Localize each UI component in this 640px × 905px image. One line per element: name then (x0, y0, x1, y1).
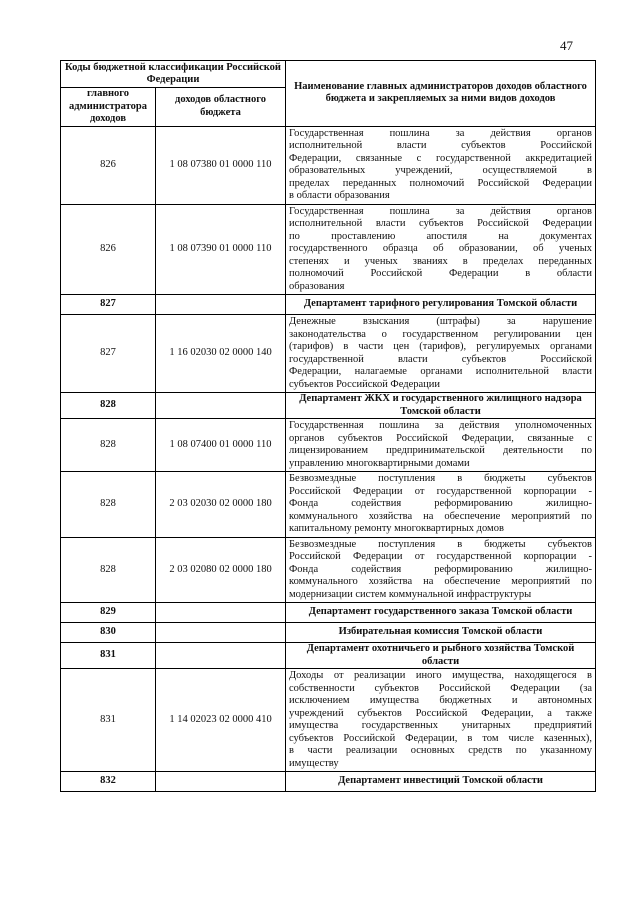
description-line: имущества государственных унитарных предприятий (289, 720, 593, 731)
page-number: 47 (560, 38, 573, 53)
income-description (286, 669, 596, 772)
department-row (61, 295, 596, 315)
table-row (61, 537, 596, 603)
description-line: законодательства о государственном регулировании цен (289, 328, 593, 340)
admin-code: 828 (61, 472, 156, 538)
income-description (286, 204, 596, 295)
table-row (61, 669, 596, 772)
description-line: исключением имущества бюджетных и автономных (289, 695, 593, 706)
description-line: модернизации систем коммунальной инфраструктуры (289, 588, 532, 600)
admin-code: 826 (61, 126, 156, 204)
description-line: Российской Федерации от государственной корпорации - (289, 551, 593, 562)
admin-code: 832 (61, 772, 156, 792)
description-line: субъектов Российской Федерации, в том числе казенных), (289, 732, 593, 744)
description-line: Безвозмездные поступления в бюджеты субъектов (289, 473, 593, 484)
income-description (286, 419, 596, 472)
admin-code: 831 (61, 669, 156, 772)
admin-code: 828 (61, 393, 156, 419)
description-line: Федерации, связанные с государственной аккредитацией (289, 152, 593, 164)
description-line: органов субъектов Российской Федерации, связанные с (289, 432, 593, 444)
income-code: 1 08 07380 01 0000 110 (156, 126, 286, 204)
income-code-empty (156, 643, 286, 669)
description-line: лицензированием предпринимательской деятельности по (289, 445, 593, 456)
description-line: Доходы от реализации иного имущества, находящегося в (289, 670, 593, 681)
description-line: Фонда содействия реформированию жилищно- (289, 498, 593, 509)
income-code: 1 14 02023 02 0000 410 (156, 669, 286, 772)
description-line: Государственная пошлина за действия органов (289, 205, 593, 217)
description-line: государственной власти субъектов Российской (289, 353, 593, 365)
description-line: образовательных учреждений, осуществляемой в (289, 165, 593, 176)
description-line: учреждений субъектов Российской Федерации, а также (289, 707, 593, 719)
table-row (61, 472, 596, 538)
description-line: Государственная пошлина за действия уполномоченных (289, 420, 593, 431)
admin-code: 830 (61, 623, 156, 643)
budget-classification-table (60, 60, 596, 792)
income-code: 2 03 02080 02 0000 180 (156, 537, 286, 603)
description-line: в части реализации основных средств по указанному (289, 745, 593, 756)
description-line: образования (289, 280, 345, 292)
department-name: Департамент ЖКХ и государственного жилищного надзора Томской области (286, 393, 596, 419)
department-row (61, 603, 596, 623)
description-line: исполнительной власти субъектов Российской Федерации (289, 218, 593, 229)
income-code-empty (156, 393, 286, 419)
description-line: пределах переданных полномочий Российской Федерации (289, 177, 593, 189)
description-line: Федерации, налагаемые органами исполнительной власти (289, 366, 593, 377)
department-name: Департамент тарифного регулирования Томской области (286, 295, 596, 315)
description-line: (тарифов) в части цен (тарифов), регулируемых органами (289, 341, 593, 352)
description-line: коммунального хозяйства на обеспечение мероприятий по (289, 576, 593, 587)
income-description (286, 537, 596, 603)
description-line: собственности субъектов Российской Федерации (за (289, 682, 593, 694)
admin-code: 829 (61, 603, 156, 623)
header-admin-column: главного администратора доходов (61, 88, 156, 127)
table-row (61, 419, 596, 472)
description-line: Фонда содействия реформированию жилищно- (289, 563, 593, 575)
header-income-column: доходов областного бюджета (156, 88, 286, 127)
income-code: 1 08 07400 01 0000 110 (156, 419, 286, 472)
admin-code: 831 (61, 643, 156, 669)
description-line: в области образования (289, 190, 390, 201)
department-row (61, 393, 596, 419)
header-codes-group: Коды бюджетной классификации Российской Федерации (61, 61, 286, 88)
description-line: субъектов Российской Федерации (289, 378, 441, 390)
department-name: Департамент государственного заказа Томской области (286, 603, 596, 623)
description-line: государственного образца об образовании, об ученых (289, 243, 593, 254)
table-row (61, 315, 596, 393)
table-row (61, 204, 596, 295)
table-row (61, 126, 596, 204)
description-line: полномочий Российской Федерации в области (289, 268, 593, 279)
department-row (61, 643, 596, 669)
description-line: коммунального хозяйства на обеспечение мероприятий по (289, 510, 593, 522)
income-description (286, 315, 596, 393)
description-line: Безвозмездные поступления в бюджеты субъектов (289, 538, 593, 550)
description-line: Денежные взыскания (штрафы) за нарушение (289, 316, 593, 327)
description-line: капитальному ремонту многоквартирных домов (289, 523, 504, 534)
admin-code: 827 (61, 295, 156, 315)
income-code: 1 16 02030 02 0000 140 (156, 315, 286, 393)
department-name: Департамент охотничьего и рыбного хозяйства Томской области (286, 643, 596, 669)
header-name-column: Наименование главных администраторов доходов областного бюджета и закрепляемых за ними видов доходов (286, 61, 596, 127)
income-code-empty (156, 772, 286, 792)
description-line: имуществу (289, 757, 339, 769)
admin-code: 828 (61, 419, 156, 472)
admin-code: 827 (61, 315, 156, 393)
admin-code: 828 (61, 537, 156, 603)
description-line: управлению многоквартирными домами (289, 457, 470, 469)
department-row (61, 772, 596, 792)
department-name: Избирательная комиссия Томской области (286, 623, 596, 643)
income-code-empty (156, 603, 286, 623)
income-code: 1 08 07390 01 0000 110 (156, 204, 286, 295)
income-code-empty (156, 623, 286, 643)
department-row (61, 623, 596, 643)
description-line: Государственная пошлина за действия органов (289, 127, 593, 139)
description-line: по проставлению апостиля на документах (289, 230, 593, 242)
admin-code: 826 (61, 204, 156, 295)
income-description (286, 126, 596, 204)
income-description (286, 472, 596, 538)
income-code: 2 03 02030 02 0000 180 (156, 472, 286, 538)
department-name: Департамент инвестиций Томской области (286, 772, 596, 792)
description-line: Российской Федерации от государственной корпорации - (289, 485, 593, 497)
income-code-empty (156, 295, 286, 315)
table-body (61, 126, 596, 792)
description-line: исполнительной власти субъектов Российской (289, 140, 593, 151)
description-line: степенях и ученых званиях в пределах переданных (289, 255, 593, 267)
